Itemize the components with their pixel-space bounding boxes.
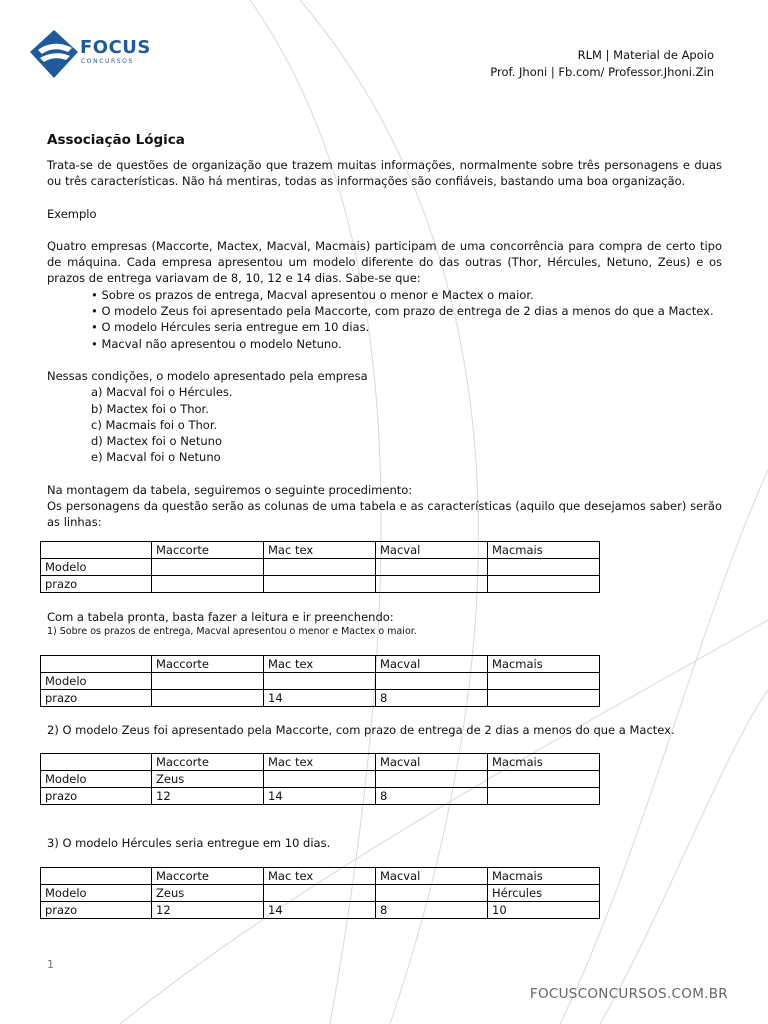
question-text: Nessas condições, o modelo apresentado pela empresa: [47, 368, 368, 383]
table-step1: [40, 655, 600, 707]
table-row-deadline: [41, 689, 600, 706]
table-header-row: [41, 754, 600, 771]
table-header-cell: Maccorte: [152, 541, 264, 558]
table-cell: 14: [264, 901, 376, 918]
table-header-cell: Mac tex: [264, 655, 376, 672]
clue-item: • O modelo Zeus foi apresentado pela Maccorte, com prazo de entrega de 2 dias a menos do que a Mactex.: [91, 303, 722, 319]
table-row-model: [41, 884, 600, 901]
table-cell: [376, 558, 488, 575]
table-cell: 12: [152, 901, 264, 918]
clue-item: • Macval não apresentou o modelo Netuno.: [91, 336, 722, 352]
header-line1: RLM | Material de Apoio: [577, 48, 714, 62]
table-row-model: [41, 672, 600, 689]
procedure-text: Os personagens da questão serão as colunas de uma tabela e as características (aquilo que desejamos saber) serão as linhas:: [47, 499, 722, 530]
document-body: [47, 131, 722, 919]
table-header-cell: Macmais: [488, 655, 600, 672]
step3-text: 3) O modelo Hércules seria entregue em 10 dias.: [47, 836, 331, 851]
table-header-cell: Macmais: [488, 541, 600, 558]
table-cell: [152, 575, 264, 592]
clue-item: • Sobre os prazos de entrega, Macval apresentou o menor e Mactex o maior.: [91, 287, 722, 303]
clue-item: • O modelo Hércules seria entregue em 10 dias.: [91, 319, 722, 335]
table-step2: [40, 753, 600, 805]
table-step3: [40, 867, 600, 919]
table-cell: [152, 672, 264, 689]
logo-subtitle: CONCURSOS: [81, 58, 134, 65]
fill-title: Com a tabela pronta, basta fazer a leitura e ir preenchendo:: [47, 609, 394, 624]
footer-url: FOCUSCONCURSOS.COM.BR: [529, 986, 728, 1002]
table-empty: [40, 541, 600, 593]
table-cell: [152, 558, 264, 575]
table-header-cell: Macval: [376, 541, 488, 558]
table-header-cell: Macval: [376, 754, 488, 771]
table-cell: 12: [152, 788, 264, 805]
table-header-cell: Maccorte: [152, 867, 264, 884]
row-label: prazo: [41, 901, 152, 918]
table-header-cell: [41, 867, 152, 884]
header-line2: Prof. Jhoni | Fb.com/ Professor.Jhoni.Zin: [490, 65, 714, 79]
answer-option: d) Mactex foi o Netuno: [91, 434, 223, 449]
intro-paragraph: Trata-se de questões de organização que trazem muitas informações, normalmente sobre três personagens e duas ou três características. Não há mentiras, todas as informações são confiáveis, bastando uma boa organização.: [47, 158, 722, 189]
answer-option: a) Macval foi o Hércules.: [91, 385, 233, 400]
table-cell: 8: [376, 901, 488, 918]
table-cell: [488, 689, 600, 706]
table-header-cell: Mac tex: [264, 541, 376, 558]
table-cell: [264, 558, 376, 575]
step1-text: 1) Sobre os prazos de entrega, Macval apresentou o menor e Mactex o maior.: [47, 625, 417, 637]
answer-option: b) Mactex foi o Thor.: [91, 401, 209, 416]
row-label: Modelo: [41, 672, 152, 689]
table-row-deadline: [41, 575, 600, 592]
table-row-model: [41, 771, 600, 788]
focus-concursos-logo: [24, 26, 151, 82]
table-cell: [488, 771, 600, 788]
table-header-cell: [41, 541, 152, 558]
step2-text: 2) O modelo Zeus foi apresentado pela Maccorte, com prazo de entrega de 2 dias a menos do que a Mactex.: [47, 722, 675, 737]
row-label: prazo: [41, 788, 152, 805]
row-label: Modelo: [41, 558, 152, 575]
table-cell: [152, 689, 264, 706]
table-cell: 8: [376, 689, 488, 706]
table-header-row: [41, 541, 600, 558]
table-row-deadline: [41, 788, 600, 805]
table-cell: [376, 884, 488, 901]
table-cell: [264, 771, 376, 788]
table-cell: [488, 788, 600, 805]
row-label: Modelo: [41, 771, 152, 788]
logo-brand: FOCUS: [80, 37, 151, 58]
table-row-deadline: [41, 901, 600, 918]
table-header-cell: Macval: [376, 655, 488, 672]
table-header-cell: Mac tex: [264, 867, 376, 884]
answer-option: e) Macval foi o Netuno: [91, 450, 221, 465]
table-cell: Zeus: [152, 884, 264, 901]
answer-option: c) Macmais foi o Thor.: [91, 417, 218, 432]
row-label: prazo: [41, 689, 152, 706]
table-header-row: [41, 867, 600, 884]
procedure-title: Na montagem da tabela, seguiremos o seguinte procedimento:: [47, 482, 413, 497]
page-number: 1: [47, 958, 54, 971]
table-header-row: [41, 655, 600, 672]
table-cell: 14: [264, 788, 376, 805]
table-cell: [376, 575, 488, 592]
table-cell: [264, 575, 376, 592]
clue-list: [47, 287, 722, 352]
table-cell: [488, 558, 600, 575]
table-cell: Zeus: [152, 771, 264, 788]
table-cell: Hércules: [488, 884, 600, 901]
table-header-cell: Maccorte: [152, 655, 264, 672]
table-cell: [264, 884, 376, 901]
logo-mark-icon: [24, 26, 84, 82]
row-label: prazo: [41, 575, 152, 592]
table-cell: [376, 672, 488, 689]
row-label: Modelo: [41, 884, 152, 901]
table-header-cell: Macval: [376, 867, 488, 884]
table-header-cell: Mac tex: [264, 754, 376, 771]
table-cell: 8: [376, 788, 488, 805]
table-header-cell: [41, 754, 152, 771]
table-cell: [264, 672, 376, 689]
page-header: [490, 47, 714, 81]
table-header-cell: [41, 655, 152, 672]
answer-options: [47, 384, 722, 465]
table-cell: [488, 672, 600, 689]
table-cell: 14: [264, 689, 376, 706]
problem-statement: Quatro empresas (Maccorte, Mactex, Macval, Macmais) participam de uma concorrência para compra de certo tipo de máquina. Cada empresa apresentou um modelo diferente do das outras (Thor, Hércules, Netuno, Zeus) e os prazos de entrega variavam de 8, 10, 12 e 14 dias. Sabe-se que:: [47, 238, 722, 286]
table-header-cell: Maccorte: [152, 754, 264, 771]
table-row-model: [41, 558, 600, 575]
table-header-cell: Macmais: [488, 754, 600, 771]
table-cell: 10: [488, 901, 600, 918]
table-cell: [376, 771, 488, 788]
example-label: Exemplo: [47, 206, 97, 221]
table-cell: [488, 575, 600, 592]
page-title: Associação Lógica: [47, 132, 185, 148]
table-header-cell: Macmais: [488, 867, 600, 884]
